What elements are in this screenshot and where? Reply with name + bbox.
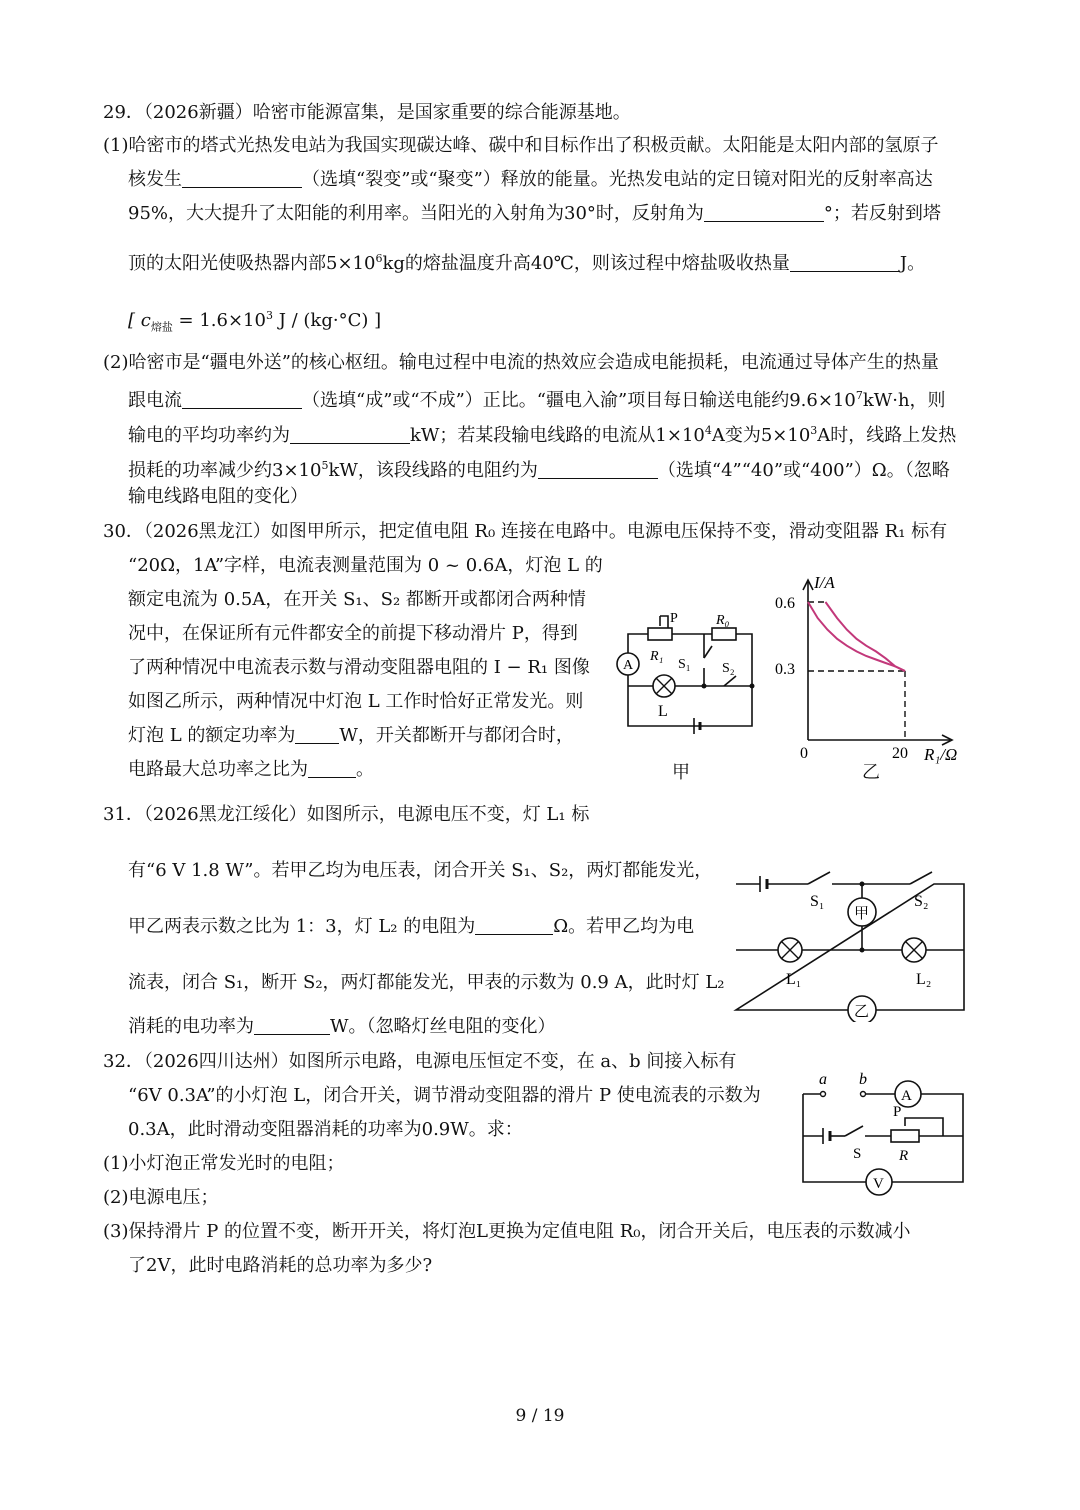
ammeter-label: A [901,1088,912,1104]
q29-part2-line2: 跟电流 （选填“成”或“不成”）正比。“疆电入渝”项目每日输送电能约$9.6\times 10^7kW\cdot h$，则 [128,389,946,411]
q29-part2-line1: (2)哈密市是“疆电外送”的核心枢纽。输电过程中电流的热效应会造成电能损耗，电流通过导体产生的热量 [103,352,939,373]
terminal-b-label: b [859,1071,867,1088]
q31-line5: 消耗的电功率为 W。（忽略灯丝电阻的变化） [128,1016,556,1037]
q30-line8: 电路最大总功率之比为 。 [128,759,374,780]
r0-label: R₀ [716,613,730,628]
meter-yi-label: 乙 [854,1004,870,1020]
answer-blank[interactable] [308,757,356,778]
slider-label: P [670,611,678,626]
fig-jia-caption: 甲 [672,762,690,783]
terminal-a-label: a [819,1071,827,1088]
fig-yi-caption: 乙 [862,762,880,783]
l1-label: L₁ [786,971,802,988]
curve-series-2 [826,602,906,671]
q29-part2-line3: 输电的平均功率约为 kW；若某段输电线路的电流从$1\times 10^4A$变为$5\times 10^3A$时，线路上发热 [128,424,957,446]
q30-line4: 况中，在保证所有元件都安全的前提下移动滑片 P，得到 [128,623,578,644]
curve-series-1 [808,602,905,671]
q31-line4: 流表，闭合 S₁，断开 S₂，两灯都能发光，甲表的示数为 0.9 A，此时灯 L₂ [128,972,725,993]
q32-line2: “6V 0.3A”的小灯泡 L，闭合开关，调节滑动变阻器的滑片 P 使电流表的示数为 [128,1085,761,1106]
ammeter-label: A [623,658,634,673]
lamp-label: L [658,703,668,720]
meter-jia-label: 甲 [854,906,870,922]
q32-subq3-line2: 了2V，此时电路消耗的总功率为多少? [128,1255,433,1276]
page-number: 9 / 19 [515,1406,565,1426]
s2-label: S₂ [722,661,735,676]
q32-subq2: (2)电源电压； [103,1187,219,1208]
graph-ylabel: I/A [814,573,835,592]
switch-label: S [853,1146,862,1162]
graph-xlabel: R₁/Ω [924,745,958,764]
answer-blank[interactable] [182,167,302,188]
q30-line3: 额定电流为 0.5A，在开关 S₁、S₂ 都断开或都闭合两种情 [128,589,586,610]
answer-blank[interactable] [295,723,339,744]
s1-label: S₁ [810,893,825,910]
q30-line2: “20Ω，1A”字样，电流表测量范围为 0 ~ 0.6A，灯泡 L 的 [128,555,603,576]
q30-circuit-jia [612,606,772,796]
answer-blank[interactable] [538,458,658,479]
q32-circuit [795,1066,975,1198]
l2-label: L₂ [916,971,932,988]
tick-label-20: 20 [892,745,908,762]
slider-label: P [893,1104,902,1120]
rheostat-label: R [899,1148,909,1164]
tick-label-0.6: 0.6 [775,595,795,612]
q31-line2: 有“6 V 1.8 W”。若甲乙均为电压表，闭合开关 S₁、S₂，两灯都能发光， [128,860,713,881]
answer-blank[interactable] [290,423,410,444]
tick-label-0: 0 [800,745,808,762]
q32-subq3-line1: (3)保持滑片 P 的位置不变，断开开关，将灯泡L更换为定值电阻 R₀，闭合开关后，电压表的示数减小 [103,1221,911,1242]
q32-subq1: (1)小灯泡正常发光时的电阻； [103,1153,345,1174]
answer-blank[interactable] [254,1014,330,1035]
q29-part1-line2: 核发生 （选填“裂变”或“聚变”）释放的能量。光热发电站的定日镜对阳光的反射率高达 [128,169,933,190]
q30-heading: 30．（2026黑龙江）如图甲所示，把定值电阻 R₀ 连接在电路中。电源电压保持不变，滑动变阻器 R₁ 标有 [103,521,948,542]
q29-part2-line4: 损耗的功率减少约$3\times 10^5kW$，该段线路的电阻约为 （选填“4”“40”或“400”）Ω。（忽略 [128,459,950,481]
answer-blank[interactable] [704,201,824,222]
answer-blank[interactable] [182,388,302,409]
q29-part1-line1: (1)哈密市的塔式光热发电站为我国实现碳达峰、碳中和目标作出了积极贡献。太阳能是太阳内部的氢原子 [103,135,939,156]
q31-heading: 31．（2026黑龙江绥化）如图所示，电源电压不变，灯 L₁ 标 [103,804,590,825]
q30-line6: 如图乙所示，两种情况中灯泡 L 工作时恰好正常发光。则 [128,691,584,712]
q29-part2-line5: 输电线路电阻的变化） [128,486,308,507]
q30-line7: 灯泡 L 的额定功率为 W，开关都断开与都闭合时， [128,725,574,746]
q29-heading: 29．（2026新疆）哈密市能源富集，是国家重要的综合能源基地。 [103,102,631,123]
q31-circuit [730,862,970,1022]
q30-line5: 了两种情况中电流表示数与滑动变阻器电阻的 I − R₁ 图像 [128,657,590,678]
q30-graph-yi [770,570,980,770]
q29-part1-line3: 95%，大大提升了太阳能的利用率。当阳光的入射角为30°时，反射角为 °；若反射到塔 [128,203,941,224]
voltmeter-label: V [873,1176,884,1192]
q31-line3: 甲乙两表示数之比为 1：3，灯 L₂ 的电阻为 Ω。若甲乙均为电 [128,916,695,937]
r1-label: R₁ [650,649,664,664]
s1-label: S₁ [678,657,691,672]
tick-label-0.3: 0.3 [775,661,795,678]
s2-label: S₂ [914,893,929,910]
answer-blank[interactable] [475,914,553,935]
q32-heading: 32．（2026四川达州）如图所示电路，电源电压恒定不变，在 a、b 间接入标有 [103,1051,737,1072]
q29-formula: [ $c_{熔盐} = 1.6\times 10^3$ J / (kg·°C) ] [128,309,382,334]
answer-blank[interactable] [790,251,900,272]
q29-part1-line4: 顶的太阳光使吸热器内部$5\times 10^6kg$的熔盐温度升高40℃，则该过程中熔盐吸收热量 J。 [128,252,926,274]
q32-line3: 0.3A，此时滑动变阻器消耗的功率为0.9W。求： [128,1119,523,1140]
